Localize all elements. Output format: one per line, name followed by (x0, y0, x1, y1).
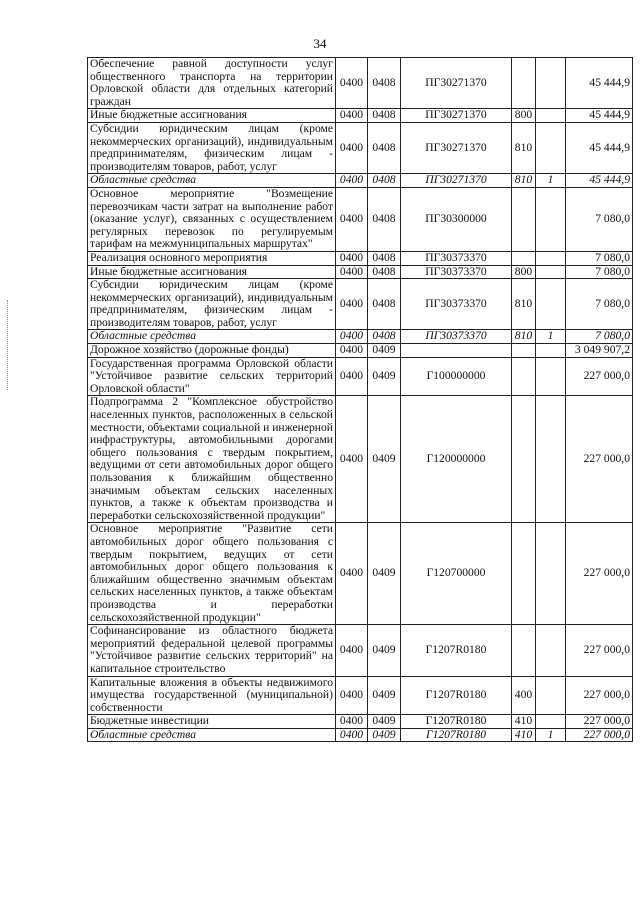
row-section-code: 0400 (336, 344, 368, 358)
table-row (88, 174, 633, 188)
row-amount: 227 000,0 (566, 728, 633, 742)
row-amount: 7 080,0 (566, 330, 633, 344)
budget-table (87, 57, 633, 742)
row-name: Подпрограмма 2 "Комплексное обустройство населенных пунктов, расположенных в сельской местности, объектами социальной и инженерной инфраструктуры, автомобильными дорогами общего пользования с твердым покрытием, ведущими от сети автомобильных дорог общего пользования к ближайшим общественно значимым объектам сельских населенных пунктов, а также к объектам производства и переработки сельскохозяйственной продукции" (88, 396, 336, 523)
row-expense-type (512, 251, 536, 265)
table-row (88, 265, 633, 279)
row-target-article: ПГ30373370 (401, 265, 512, 279)
row-amount: 227 000,0 (566, 357, 633, 396)
row-funding-source (536, 625, 566, 676)
row-name: Областные средства (88, 330, 336, 344)
table-row (88, 728, 633, 742)
row-name: Основное мероприятие "Возмещение перевозчикам части затрат на выполнение работ (оказание услуг), связанных с осуществлением регулярных перевозок по регулируемым тарифам на межмуниципальных маршрутах" (88, 187, 336, 251)
row-funding-source (536, 396, 566, 523)
table-row (88, 279, 633, 330)
row-funding-source (536, 251, 566, 265)
row-section-code: 0400 (336, 728, 368, 742)
row-funding-source (536, 122, 566, 173)
row-section-code: 0400 (336, 122, 368, 173)
row-section-code: 0400 (336, 279, 368, 330)
row-name: Обеспечение равной доступности услуг общественного транспорта на территории Орловской области для отдельных категорий граждан (88, 58, 336, 109)
table-row (88, 396, 633, 523)
table-row (88, 122, 633, 173)
row-amount: 45 444,9 (566, 58, 633, 109)
row-funding-source (536, 344, 566, 358)
row-target-article (401, 344, 512, 358)
row-expense-type: 410 (512, 728, 536, 742)
row-name: Основное мероприятие "Развитие сети автомобильных дорог общего пользования с твердым покрытием, ведущих от сети автомобильных дорог общего пользования к ближайшим общественно значимым объектам сельских населенных пунктов, а также объектам производства и переработки сельскохозяйственной продукции" (88, 523, 336, 625)
row-section-code: 0400 (336, 187, 368, 251)
row-section-code: 0400 (336, 676, 368, 715)
row-section-code: 0400 (336, 357, 368, 396)
row-section-code: 0400 (336, 174, 368, 188)
row-funding-source (536, 279, 566, 330)
row-funding-source (536, 265, 566, 279)
row-target-article: Г100000000 (401, 357, 512, 396)
row-amount: 45 444,9 (566, 109, 633, 123)
row-amount: 227 000,0 (566, 676, 633, 715)
row-target-article: ПГ30271370 (401, 122, 512, 173)
row-section-code: 0400 (336, 715, 368, 729)
row-expense-type: 800 (512, 265, 536, 279)
row-name: Бюджетные инвестиции (88, 715, 336, 729)
row-section-code: 0400 (336, 523, 368, 625)
row-name: Областные средства (88, 728, 336, 742)
row-expense-type: 810 (512, 330, 536, 344)
row-section-code: 0400 (336, 251, 368, 265)
row-amount: 3 049 907,2 (566, 344, 633, 358)
row-subsection-code: 0408 (368, 122, 401, 173)
row-subsection-code: 0409 (368, 625, 401, 676)
row-expense-type: 410 (512, 715, 536, 729)
row-expense-type (512, 625, 536, 676)
row-subsection-code: 0408 (368, 265, 401, 279)
table-row (88, 357, 633, 396)
row-expense-type (512, 187, 536, 251)
row-target-article: Г1207R0180 (401, 676, 512, 715)
row-target-article: Г1207R0180 (401, 715, 512, 729)
row-amount: 7 080,0 (566, 279, 633, 330)
row-subsection-code: 0409 (368, 728, 401, 742)
row-expense-type (512, 357, 536, 396)
row-subsection-code: 0408 (368, 279, 401, 330)
table-row (88, 625, 633, 676)
row-name: Реализация основного мероприятия (88, 251, 336, 265)
margin-scan-mark (7, 300, 9, 390)
row-target-article: ПГ30271370 (401, 174, 512, 188)
row-name: Областные средства (88, 174, 336, 188)
row-target-article: ПГ30373370 (401, 330, 512, 344)
row-expense-type (512, 344, 536, 358)
row-section-code: 0400 (336, 265, 368, 279)
row-section-code: 0400 (336, 58, 368, 109)
row-subsection-code: 0408 (368, 330, 401, 344)
row-subsection-code: 0409 (368, 344, 401, 358)
row-target-article: Г120000000 (401, 396, 512, 523)
table-row (88, 344, 633, 358)
row-amount: 7 080,0 (566, 187, 633, 251)
table-row (88, 715, 633, 729)
row-funding-source: 1 (536, 174, 566, 188)
row-target-article: ПГ30271370 (401, 109, 512, 123)
row-expense-type: 400 (512, 676, 536, 715)
row-expense-type: 810 (512, 174, 536, 188)
table-row (88, 109, 633, 123)
row-name: Субсидии юридическим лицам (кроме некоммерческих организаций), индивидуальным предпринимателям, физическим лицам - производителям товаров, работ, услуг (88, 122, 336, 173)
row-target-article: Г1207R0180 (401, 728, 512, 742)
row-section-code: 0400 (336, 330, 368, 344)
row-subsection-code: 0409 (368, 523, 401, 625)
row-funding-source (536, 523, 566, 625)
row-expense-type (512, 396, 536, 523)
row-subsection-code: 0409 (368, 357, 401, 396)
row-subsection-code: 0409 (368, 676, 401, 715)
row-section-code: 0400 (336, 625, 368, 676)
row-funding-source (536, 58, 566, 109)
page-number: 34 (313, 36, 327, 51)
row-amount: 227 000,0 (566, 523, 633, 625)
row-subsection-code: 0408 (368, 58, 401, 109)
row-expense-type: 810 (512, 122, 536, 173)
table-row (88, 676, 633, 715)
row-funding-source (536, 715, 566, 729)
row-name: Иные бюджетные ассигнования (88, 265, 336, 279)
row-section-code: 0400 (336, 109, 368, 123)
row-target-article: ПГ30373370 (401, 279, 512, 330)
row-name: Капитальные вложения в объекты недвижимого имущества государственной (муниципальной) собственности (88, 676, 336, 715)
row-amount: 227 000,0 (566, 396, 633, 523)
row-amount: 45 444,9 (566, 174, 633, 188)
row-amount: 227 000,0 (566, 715, 633, 729)
row-funding-source (536, 187, 566, 251)
row-subsection-code: 0408 (368, 174, 401, 188)
row-subsection-code: 0409 (368, 396, 401, 523)
table-row (88, 330, 633, 344)
row-subsection-code: 0408 (368, 109, 401, 123)
row-amount: 7 080,0 (566, 265, 633, 279)
row-amount: 45 444,9 (566, 122, 633, 173)
row-target-article: ПГ30373370 (401, 251, 512, 265)
row-funding-source (536, 357, 566, 396)
row-amount: 227 000,0 (566, 625, 633, 676)
row-target-article: ПГ30271370 (401, 58, 512, 109)
row-subsection-code: 0409 (368, 715, 401, 729)
row-funding-source: 1 (536, 728, 566, 742)
table-row (88, 523, 633, 625)
row-name: Государственная программа Орловской области "Устойчивое развитие сельских территорий Орловской области" (88, 357, 336, 396)
row-subsection-code: 0408 (368, 251, 401, 265)
row-expense-type (512, 58, 536, 109)
row-name: Дорожное хозяйство (дорожные фонды) (88, 344, 336, 358)
row-section-code: 0400 (336, 396, 368, 523)
row-name: Иные бюджетные ассигнования (88, 109, 336, 123)
row-funding-source: 1 (536, 330, 566, 344)
row-target-article: ПГ30300000 (401, 187, 512, 251)
table-row (88, 251, 633, 265)
row-funding-source (536, 109, 566, 123)
table-row (88, 187, 633, 251)
row-amount: 7 080,0 (566, 251, 633, 265)
table-row (88, 58, 633, 109)
row-subsection-code: 0408 (368, 187, 401, 251)
row-target-article: Г1207R0180 (401, 625, 512, 676)
row-expense-type (512, 523, 536, 625)
row-target-article: Г120700000 (401, 523, 512, 625)
row-name: Софинансирование из областного бюджета мероприятий федеральной целевой программы "Устойчивое развитие сельских территорий" на капитальное строительство (88, 625, 336, 676)
row-expense-type: 800 (512, 109, 536, 123)
table-body (88, 58, 633, 742)
row-expense-type: 810 (512, 279, 536, 330)
row-funding-source (536, 676, 566, 715)
row-name: Субсидии юридическим лицам (кроме некоммерческих организаций), индивидуальным предпринимателям, физическим лицам - производителям товаров, работ, услуг (88, 279, 336, 330)
